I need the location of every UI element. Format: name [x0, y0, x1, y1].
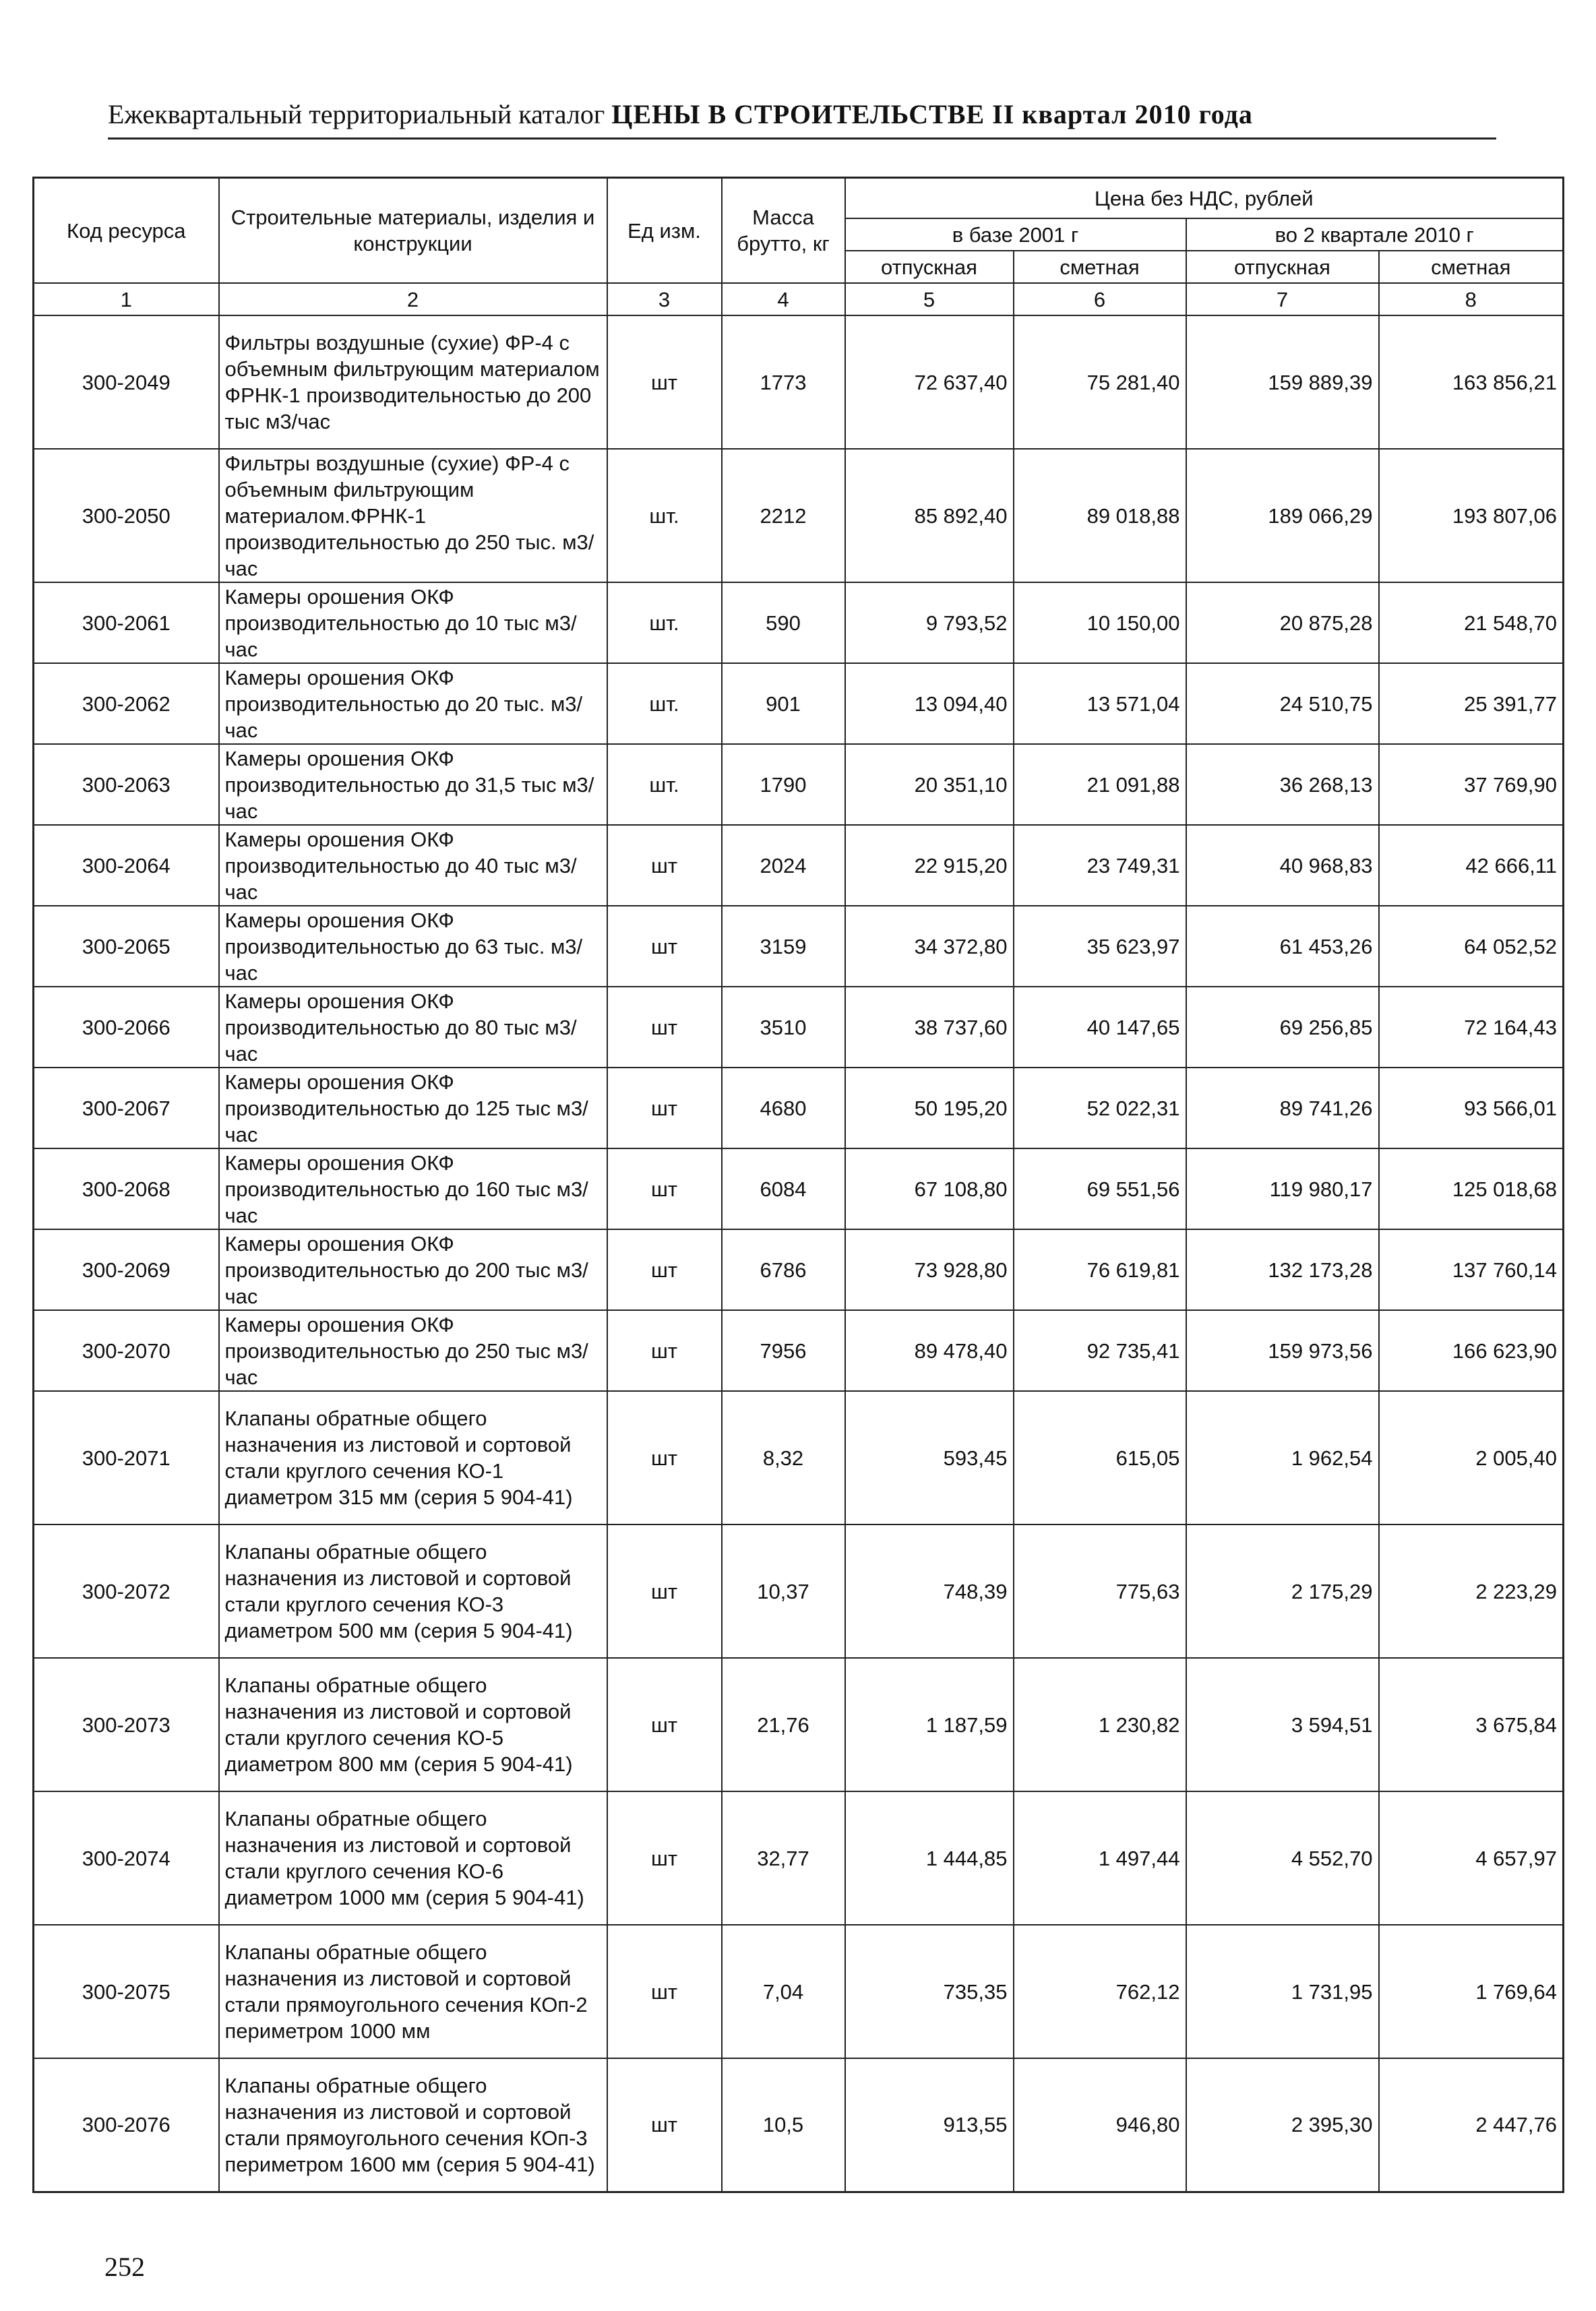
material-name: Камеры орошения ОКФ производительностью до 80 тыс м3/час: [219, 987, 607, 1068]
material-name: Клапаны обратные общего назначения из листовой и сортовой стали круглого сечения КО-5 диаметром 800 мм (серия 5 904-41): [219, 1658, 607, 1791]
q2-estimate-price: 72 164,43: [1379, 987, 1564, 1068]
q2-estimate-price: 64 052,52: [1379, 906, 1564, 987]
col-header-code: Код ресурса: [34, 178, 219, 284]
col-header-q2-estimate: сметная: [1379, 251, 1564, 283]
column-number: 6: [1014, 283, 1186, 315]
resource-code: 300-2069: [34, 1229, 219, 1310]
q2-release-price: 119 980,17: [1186, 1148, 1379, 1229]
q2-estimate-price: 2 223,29: [1379, 1524, 1564, 1658]
q2-release-price: 61 453,26: [1186, 906, 1379, 987]
unit: шт.: [607, 582, 722, 663]
page-number: 252: [104, 2252, 145, 2282]
q2-estimate-price: 42 666,11: [1379, 825, 1564, 906]
q2-release-price: 2 395,30: [1186, 2058, 1379, 2192]
resource-code: 300-2067: [34, 1068, 219, 1148]
q2-release-price: 159 973,56: [1186, 1310, 1379, 1391]
gross-mass: 6084: [722, 1148, 845, 1229]
base-release-price: 34 372,80: [845, 906, 1014, 987]
q2-release-price: 24 510,75: [1186, 663, 1379, 744]
table-row: [34, 315, 1564, 449]
material-name: Фильтры воздушные (сухие) ФР-4 с объемным фильтрующим материалом.ФРНК-1 производительностью до 250 тыс. м3/час: [219, 449, 607, 582]
col-header-name: Строительные материалы, изделия и конструкции: [219, 178, 607, 284]
resource-code: 300-2063: [34, 744, 219, 825]
table-row: [34, 1925, 1564, 2058]
q2-estimate-price: 163 856,21: [1379, 315, 1564, 449]
q2-estimate-price: 3 675,84: [1379, 1658, 1564, 1791]
q2-estimate-price: 125 018,68: [1379, 1148, 1564, 1229]
material-name: Камеры орошения ОКФ производительностью до 160 тыс м3/час: [219, 1148, 607, 1229]
table-body: [34, 315, 1564, 2192]
base-estimate-price: 1 230,82: [1014, 1658, 1186, 1791]
gross-mass: 7,04: [722, 1925, 845, 2058]
resource-code: 300-2049: [34, 315, 219, 449]
q2-release-price: 4 552,70: [1186, 1791, 1379, 1925]
resource-code: 300-2050: [34, 449, 219, 582]
material-name: Клапаны обратные общего назначения из листовой и сортовой стали прямоугольного сечения КОп-3 периметром 1600 мм (серия 5 904-41): [219, 2058, 607, 2192]
unit: шт: [607, 1524, 722, 1658]
table-row: [34, 906, 1564, 987]
gross-mass: 1790: [722, 744, 845, 825]
col-header-unit: Ед изм.: [607, 178, 722, 284]
table-row: [34, 1229, 1564, 1310]
gross-mass: 32,77: [722, 1791, 845, 1925]
q2-release-price: 40 968,83: [1186, 825, 1379, 906]
material-name: Клапаны обратные общего назначения из листовой и сортовой стали круглого сечения КО-6 диаметром 1000 мм (серия 5 904-41): [219, 1791, 607, 1925]
material-name: Камеры орошения ОКФ производительностью до 63 тыс. м3/час: [219, 906, 607, 987]
unit: шт: [607, 906, 722, 987]
q2-estimate-price: 4 657,97: [1379, 1791, 1564, 1925]
table-row: [34, 582, 1564, 663]
column-number: 5: [845, 283, 1014, 315]
catalog-header-title: ЦЕНЫ В СТРОИТЕЛЬСТВЕ II квартал 2010 года: [611, 99, 1253, 129]
q2-release-price: 1 962,54: [1186, 1391, 1379, 1524]
material-name: Камеры орошения ОКФ производительностью до 250 тыс м3/час: [219, 1310, 607, 1391]
col-header-base-release: отпускная: [845, 251, 1014, 283]
material-name: Камеры орошения ОКФ производительностью до 125 тыс м3/час: [219, 1068, 607, 1148]
column-number: 3: [607, 283, 722, 315]
resource-code: 300-2070: [34, 1310, 219, 1391]
unit: шт: [607, 1391, 722, 1524]
base-estimate-price: 76 619,81: [1014, 1229, 1186, 1310]
q2-release-price: 20 875,28: [1186, 582, 1379, 663]
table-row: [34, 1148, 1564, 1229]
base-release-price: 20 351,10: [845, 744, 1014, 825]
base-release-price: 22 915,20: [845, 825, 1014, 906]
resource-code: 300-2072: [34, 1524, 219, 1658]
base-estimate-price: 92 735,41: [1014, 1310, 1186, 1391]
gross-mass: 2024: [722, 825, 845, 906]
gross-mass: 590: [722, 582, 845, 663]
table-row: [34, 744, 1564, 825]
unit: шт: [607, 1658, 722, 1791]
table-row: [34, 1791, 1564, 1925]
base-estimate-price: 946,80: [1014, 2058, 1186, 2192]
resource-code: 300-2076: [34, 2058, 219, 2192]
q2-estimate-price: 1 769,64: [1379, 1925, 1564, 2058]
q2-release-price: 132 173,28: [1186, 1229, 1379, 1310]
gross-mass: 901: [722, 663, 845, 744]
table-row: [34, 825, 1564, 906]
q2-release-price: 3 594,51: [1186, 1658, 1379, 1791]
column-number: 7: [1186, 283, 1379, 315]
unit: шт: [607, 1148, 722, 1229]
table-row: [34, 1391, 1564, 1524]
base-release-price: 72 637,40: [845, 315, 1014, 449]
base-release-price: 735,35: [845, 1925, 1014, 2058]
gross-mass: 3159: [722, 906, 845, 987]
base-estimate-price: 52 022,31: [1014, 1068, 1186, 1148]
col-header-mass: Масса брутто, кг: [722, 178, 845, 284]
table-header: [34, 178, 1564, 316]
resource-code: 300-2061: [34, 582, 219, 663]
q2-release-price: 2 175,29: [1186, 1524, 1379, 1658]
catalog-header: [108, 94, 1496, 140]
column-number-row: [34, 283, 1564, 315]
resource-code: 300-2068: [34, 1148, 219, 1229]
base-release-price: 913,55: [845, 2058, 1014, 2192]
gross-mass: 3510: [722, 987, 845, 1068]
material-name: Камеры орошения ОКФ производительностью до 10 тыс м3/час: [219, 582, 607, 663]
base-release-price: 67 108,80: [845, 1148, 1014, 1229]
base-release-price: 593,45: [845, 1391, 1014, 1524]
resource-code: 300-2066: [34, 987, 219, 1068]
q2-estimate-price: 137 760,14: [1379, 1229, 1564, 1310]
q2-estimate-price: 193 807,06: [1379, 449, 1564, 582]
unit: шт.: [607, 744, 722, 825]
table-row: [34, 987, 1564, 1068]
q2-estimate-price: 25 391,77: [1379, 663, 1564, 744]
q2-estimate-price: 21 548,70: [1379, 582, 1564, 663]
base-release-price: 1 444,85: [845, 1791, 1014, 1925]
base-estimate-price: 21 091,88: [1014, 744, 1186, 825]
col-header-base-2001: в базе 2001 г: [845, 218, 1186, 251]
base-estimate-price: 89 018,88: [1014, 449, 1186, 582]
material-name: Камеры орошения ОКФ производительностью до 20 тыс. м3/час: [219, 663, 607, 744]
q2-release-price: 1 731,95: [1186, 1925, 1379, 2058]
unit: шт: [607, 1925, 722, 2058]
base-release-price: 38 737,60: [845, 987, 1014, 1068]
gross-mass: 6786: [722, 1229, 845, 1310]
base-estimate-price: 13 571,04: [1014, 663, 1186, 744]
base-estimate-price: 775,63: [1014, 1524, 1186, 1658]
q2-release-price: 159 889,39: [1186, 315, 1379, 449]
base-estimate-price: 762,12: [1014, 1925, 1186, 2058]
base-release-price: 9 793,52: [845, 582, 1014, 663]
material-name: Клапаны обратные общего назначения из листовой и сортовой стали круглого сечения КО-1 диаметром 315 мм (серия 5 904-41): [219, 1391, 607, 1524]
gross-mass: 21,76: [722, 1658, 845, 1791]
q2-estimate-price: 93 566,01: [1379, 1068, 1564, 1148]
table-row: [34, 1310, 1564, 1391]
q2-estimate-price: 37 769,90: [1379, 744, 1564, 825]
base-release-price: 50 195,20: [845, 1068, 1014, 1148]
gross-mass: 10,37: [722, 1524, 845, 1658]
base-estimate-price: 69 551,56: [1014, 1148, 1186, 1229]
table-row: [34, 1524, 1564, 1658]
column-number: 8: [1379, 283, 1564, 315]
column-number: 2: [219, 283, 607, 315]
unit: шт.: [607, 663, 722, 744]
base-release-price: 748,39: [845, 1524, 1014, 1658]
resource-code: 300-2073: [34, 1658, 219, 1791]
base-release-price: 1 187,59: [845, 1658, 1014, 1791]
base-estimate-price: 40 147,65: [1014, 987, 1186, 1068]
resource-code: 300-2064: [34, 825, 219, 906]
column-number: 1: [34, 283, 219, 315]
resource-code: 300-2071: [34, 1391, 219, 1524]
gross-mass: 4680: [722, 1068, 845, 1148]
base-estimate-price: 23 749,31: [1014, 825, 1186, 906]
resource-code: 300-2065: [34, 906, 219, 987]
q2-release-price: 69 256,85: [1186, 987, 1379, 1068]
col-header-q2-release: отпускная: [1186, 251, 1379, 283]
unit: шт: [607, 1791, 722, 1925]
column-number: 4: [722, 283, 845, 315]
resource-code: 300-2075: [34, 1925, 219, 2058]
unit: шт: [607, 1229, 722, 1310]
q2-estimate-price: 2 005,40: [1379, 1391, 1564, 1524]
resource-code: 300-2062: [34, 663, 219, 744]
q2-release-price: 36 268,13: [1186, 744, 1379, 825]
col-header-q2-2010: во 2 квартале 2010 г: [1186, 218, 1564, 251]
material-name: Клапаны обратные общего назначения из листовой и сортовой стали прямоугольного сечения КОп-2 периметром 1000 мм: [219, 1925, 607, 2058]
unit: шт: [607, 2058, 722, 2192]
table-row: [34, 449, 1564, 582]
gross-mass: 8,32: [722, 1391, 845, 1524]
base-estimate-price: 1 497,44: [1014, 1791, 1186, 1925]
q2-release-price: 89 741,26: [1186, 1068, 1379, 1148]
q2-estimate-price: 166 623,90: [1379, 1310, 1564, 1391]
table-row: [34, 2058, 1564, 2192]
unit: шт.: [607, 449, 722, 582]
material-name: Камеры орошения ОКФ производительностью до 40 тыс м3/час: [219, 825, 607, 906]
base-estimate-price: 10 150,00: [1014, 582, 1186, 663]
q2-release-price: 189 066,29: [1186, 449, 1379, 582]
gross-mass: 1773: [722, 315, 845, 449]
base-estimate-price: 35 623,97: [1014, 906, 1186, 987]
table-row: [34, 1068, 1564, 1148]
base-estimate-price: 615,05: [1014, 1391, 1186, 1524]
material-name: Клапаны обратные общего назначения из листовой и сортовой стали круглого сечения КО-3 диаметром 500 мм (серия 5 904-41): [219, 1524, 607, 1658]
material-name: Камеры орошения ОКФ производительностью до 200 тыс м3/час: [219, 1229, 607, 1310]
q2-estimate-price: 2 447,76: [1379, 2058, 1564, 2192]
base-release-price: 89 478,40: [845, 1310, 1014, 1391]
base-release-price: 85 892,40: [845, 449, 1014, 582]
gross-mass: 10,5: [722, 2058, 845, 2192]
table-row: [34, 663, 1564, 744]
unit: шт: [607, 987, 722, 1068]
gross-mass: 2212: [722, 449, 845, 582]
unit: шт: [607, 825, 722, 906]
price-table: [32, 177, 1564, 2193]
unit: шт: [607, 1068, 722, 1148]
base-release-price: 73 928,80: [845, 1229, 1014, 1310]
unit: шт: [607, 315, 722, 449]
col-header-price-group: Цена без НДС, рублей: [845, 178, 1564, 219]
material-name: Фильтры воздушные (сухие) ФР-4 с объемным фильтрующим материалом ФРНК-1 производительностью до 200 тыс м3/час: [219, 315, 607, 449]
gross-mass: 7956: [722, 1310, 845, 1391]
material-name: Камеры орошения ОКФ производительностью до 31,5 тыс м3/час: [219, 744, 607, 825]
catalog-header-prefix: Ежеквартальный территориальный каталог: [108, 99, 605, 129]
unit: шт: [607, 1310, 722, 1391]
base-release-price: 13 094,40: [845, 663, 1014, 744]
resource-code: 300-2074: [34, 1791, 219, 1925]
table-row: [34, 1658, 1564, 1791]
base-estimate-price: 75 281,40: [1014, 315, 1186, 449]
col-header-base-estimate: сметная: [1014, 251, 1186, 283]
